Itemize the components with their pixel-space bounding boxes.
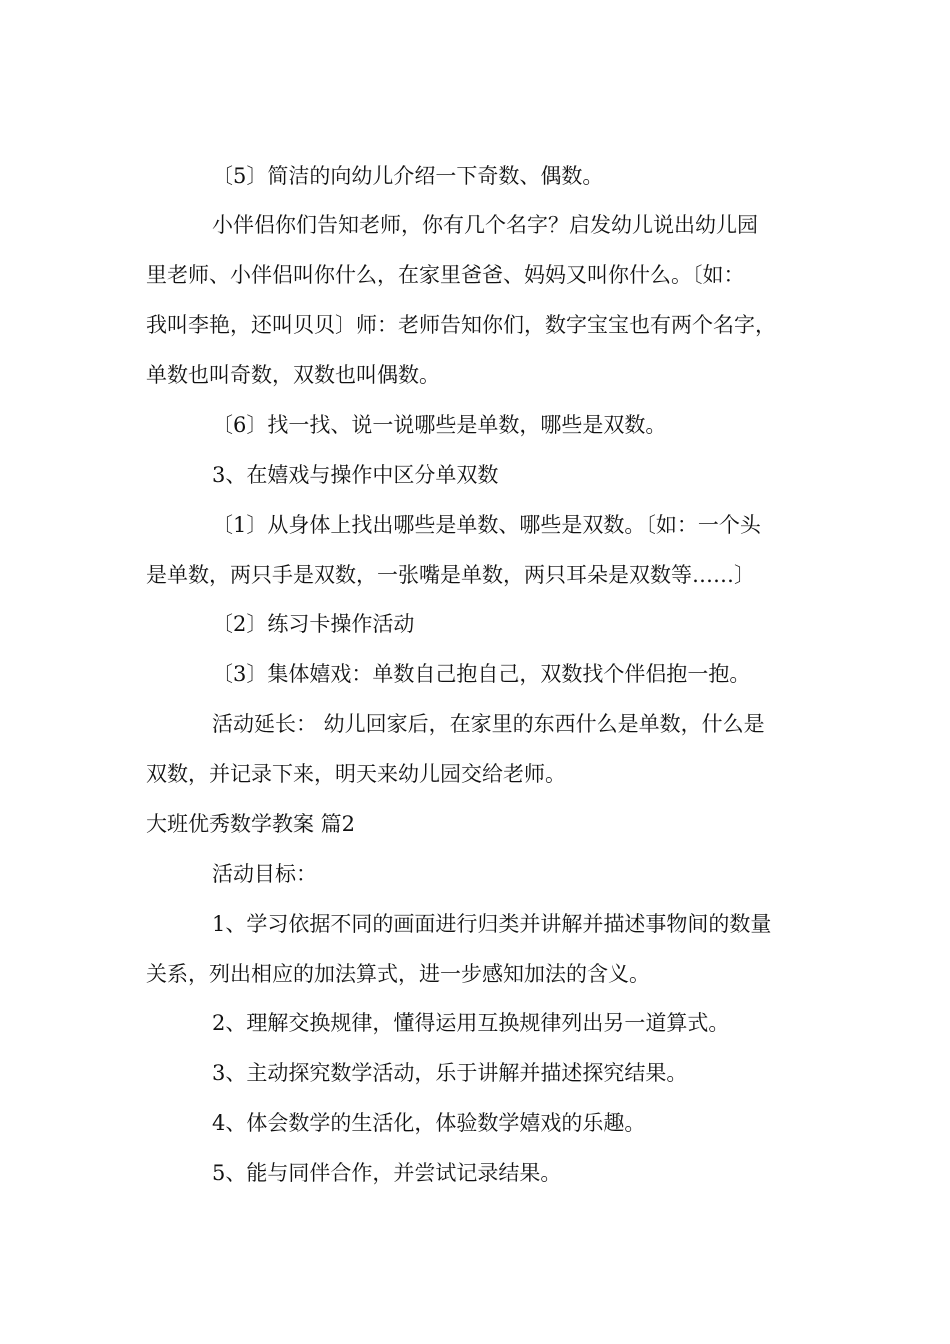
paragraph-line: 2、理解交换规律，懂得运用互换规律列出另一道算式。 xyxy=(212,1011,730,1035)
paragraph-line: 〔5〕简洁的向幼儿介绍一下奇数、偶数。 xyxy=(212,164,604,188)
paragraph-line: 〔6〕找一找、说一说哪些是单数，哪些是双数。 xyxy=(212,413,667,437)
paragraph-line: 里老师、小伴侣叫你什么，在家里爸爸、妈妈又叫你什么。〔如： xyxy=(146,263,745,287)
paragraph-line: 活动延长： 幼儿回家后，在家里的东西什么是单数，什么是 xyxy=(212,712,765,736)
paragraph-line: 3、主动探究数学活动，乐于讲解并描述探究结果。 xyxy=(212,1061,688,1085)
paragraph-line: 单数也叫奇数，双数也叫偶数。 xyxy=(146,363,440,387)
paragraph-line: 〔3〕集体嬉戏：单数自己抱自己，双数找个伴侣抱一抱。 xyxy=(212,662,751,686)
paragraph-line: 1、学习依据不同的画面进行归类并讲解并描述事物间的数量 xyxy=(212,912,772,936)
paragraph-line: 〔2〕练习卡操作活动 xyxy=(212,612,415,636)
paragraph-line: 小伴侣你们告知老师，你有几个名字？启发幼儿说出幼儿园 xyxy=(212,213,758,237)
paragraph-line: 我叫李艳，还叫贝贝〕师：老师告知你们，数字宝宝也有两个名字， xyxy=(146,313,776,337)
paragraph-line: 〔1〕从身体上找出哪些是单数、哪些是双数。〔如：一个头 xyxy=(212,513,761,537)
paragraph-line: 是单数，两只手是双数，一张嘴是单数，两只耳朵是双数等……〕 xyxy=(146,563,755,587)
section-heading: 大班优秀数学教案 篇2 xyxy=(146,812,356,836)
paragraph-line: 双数，并记录下来，明天来幼儿园交给老师。 xyxy=(146,762,566,786)
paragraph-line: 活动目标： xyxy=(212,862,317,886)
paragraph-line: 4、体会数学的生活化，体验数学嬉戏的乐趣。 xyxy=(212,1111,646,1135)
paragraph-line: 5、能与同伴合作，并尝试记录结果。 xyxy=(212,1161,562,1185)
paragraph-line: 3、在嬉戏与操作中区分单双数 xyxy=(212,463,499,487)
paragraph-line: 关系，列出相应的加法算式，进一步感知加法的含义。 xyxy=(146,962,650,986)
